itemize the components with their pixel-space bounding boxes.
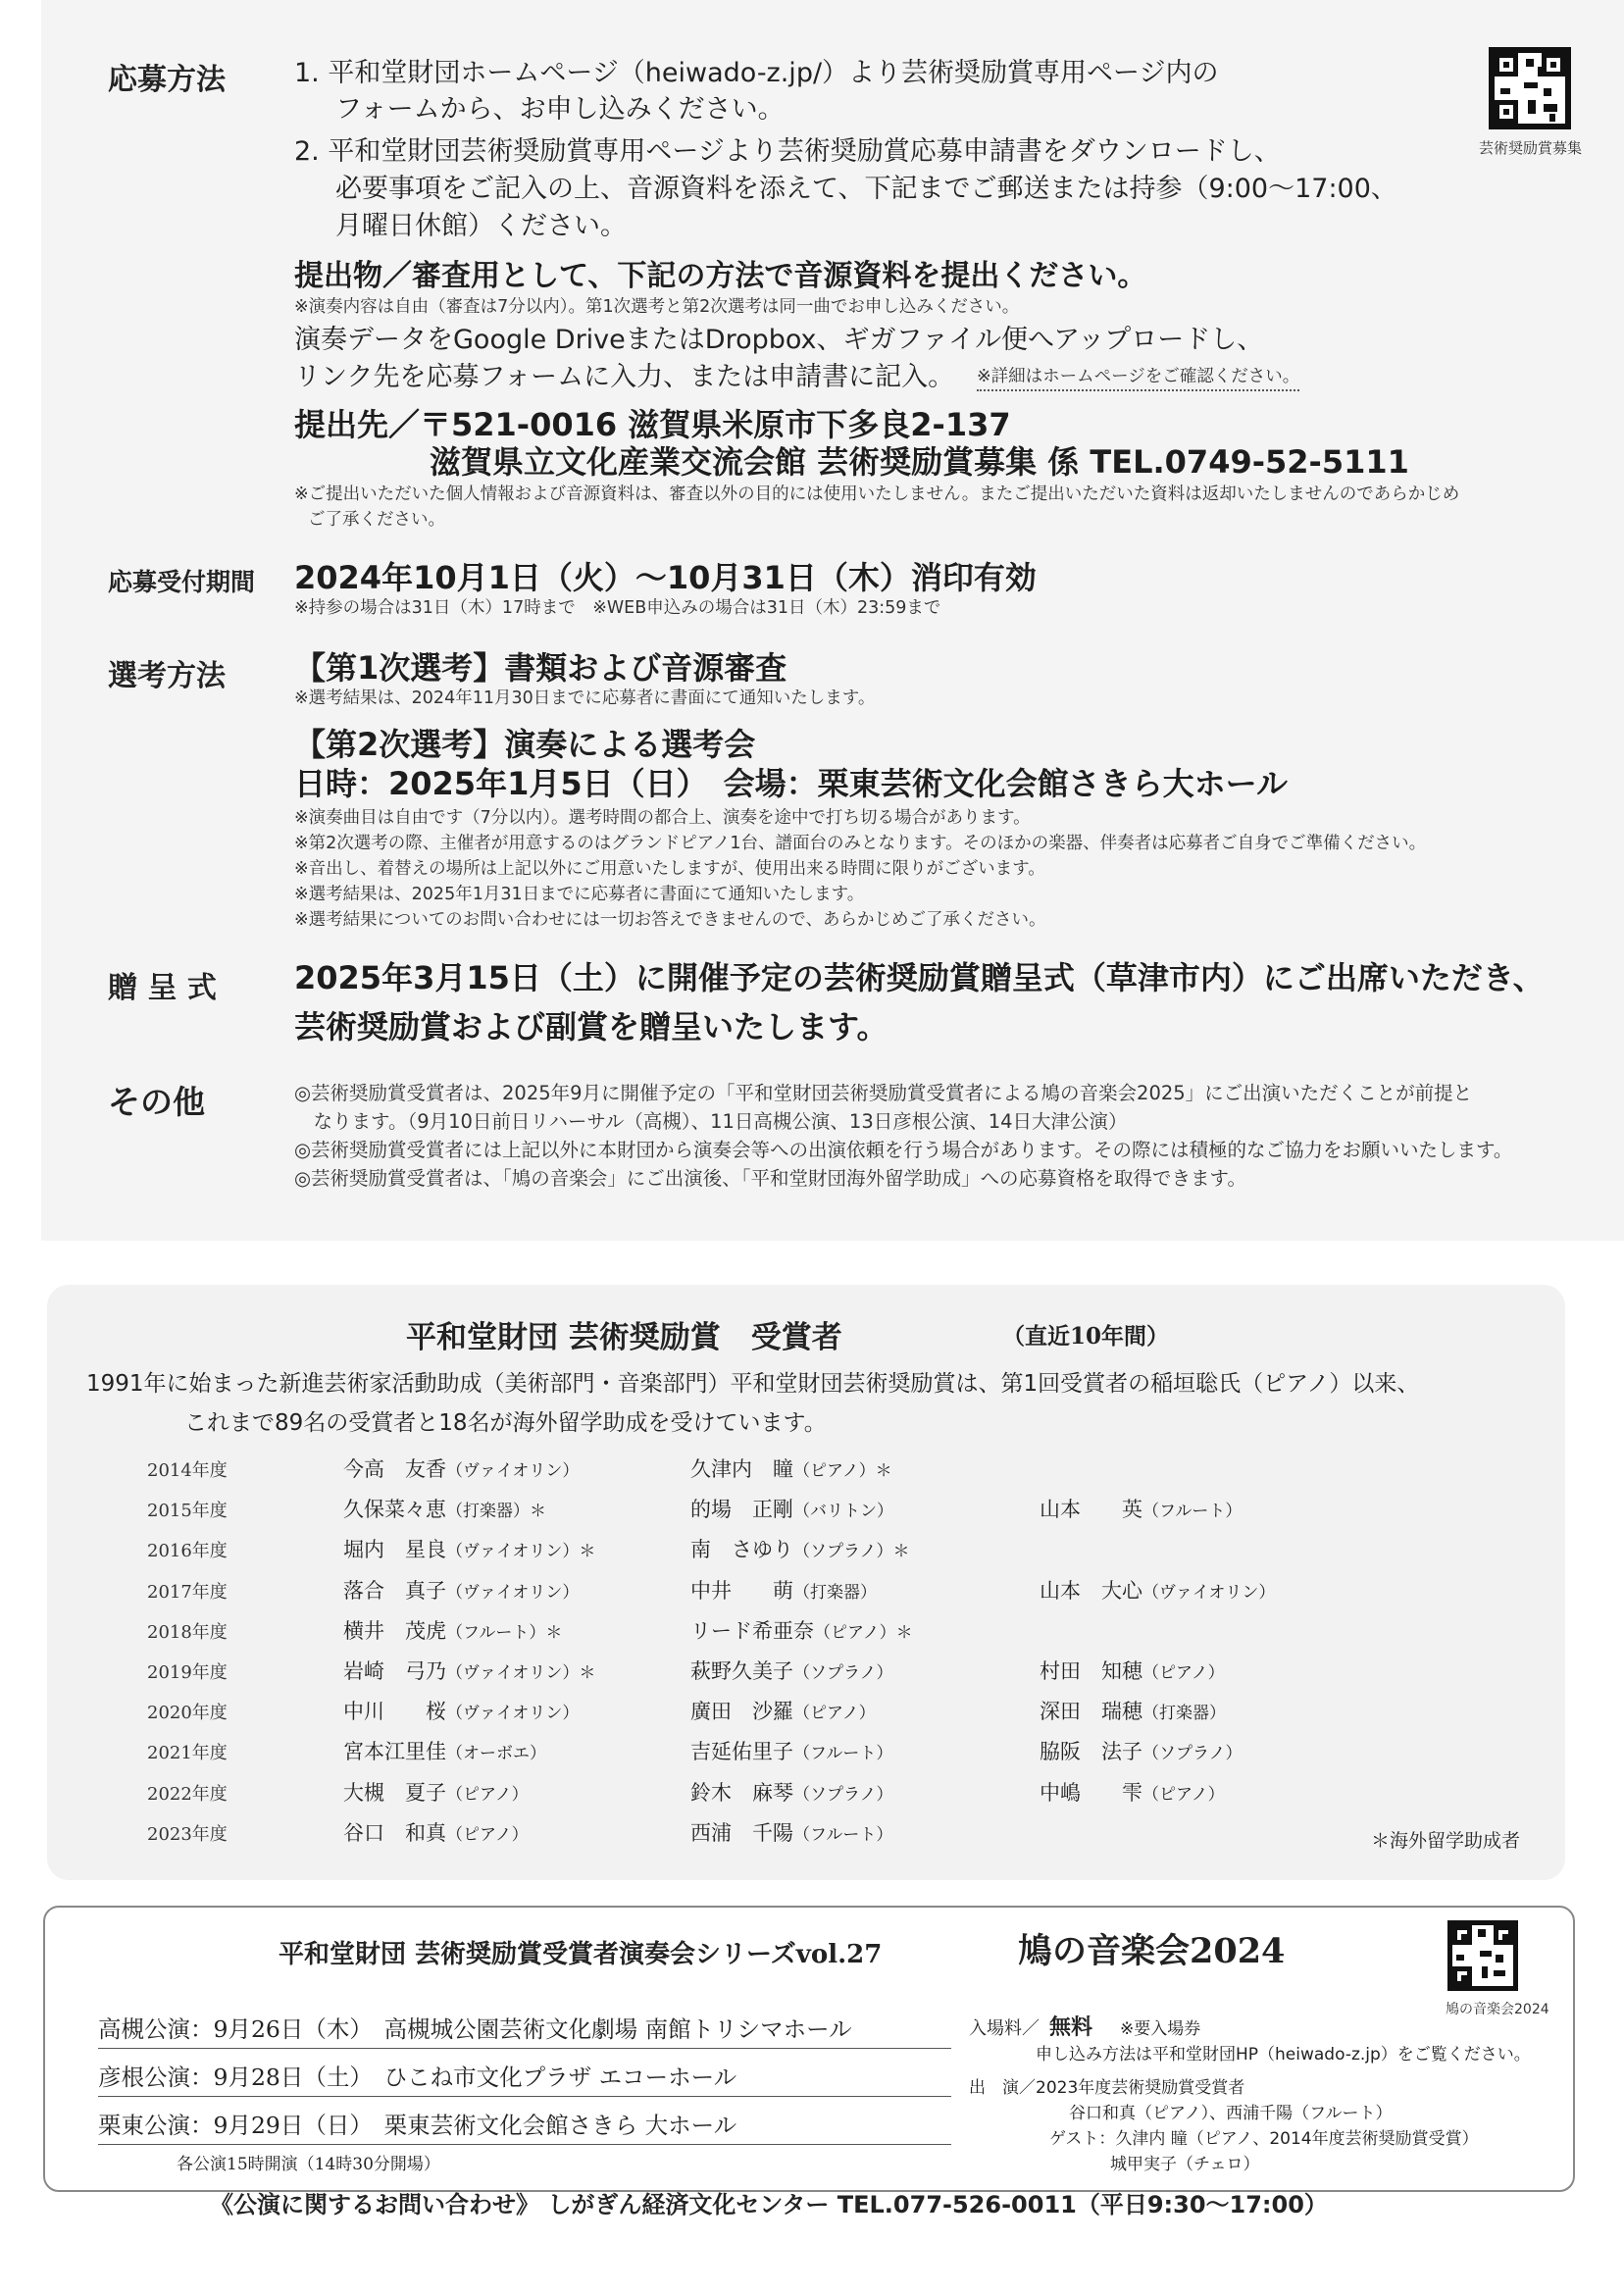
winner-name: 堀内 星良 [343,1538,446,1562]
winner-instrument: （ヴァイオリン）＊ [446,1663,596,1683]
winner-entry [1040,1696,1226,1725]
winner-name: 中井 萌 [690,1578,793,1603]
winner-instrument: （ピアノ） [446,1824,529,1845]
winner-instrument: （ピアノ） [793,1704,876,1724]
winner-name: 山本 大心 [1040,1578,1142,1603]
concert-title: 鳩の音楽会2024 [1018,1931,1286,1971]
privacy-line1: ※ご提出いただいた個人情報および音源資料は、審査以外の目的には使用いたしません。またご提出いただいた資料は返却いたしませんのであらかじめ [294,484,1460,504]
winner-instrument: （ピアノ） [446,1784,529,1805]
privacy-line2: ご了承ください。 [308,510,445,530]
selection-note: ※選考結果についてのお問い合わせには一切お答えできませんので、あらかじめご了承ください。 [294,910,1046,930]
winner-name: 中川 桜 [343,1700,446,1724]
winner-instrument: （ヴァイオリン） [446,1461,580,1481]
winner-entry [343,1534,595,1563]
selection-note: ※第2次選考の際、主催者が用意するのはグランドピアノ1台、譜面台のみとなります。そのほかの楽器、伴奏者は応募者ご自身でご準備ください。 [294,834,1427,853]
period-note: ※持参の場合は31日（木）17時まで ※WEB申込みの場合は31日（木）23:59まで [294,598,941,618]
destination-line1: 提出先／〒521-0016 滋賀県米原市下多良2-137 [294,406,1011,443]
winner-name: 吉延佑里子 [690,1740,793,1764]
winner-name: 南 さゆり [690,1538,793,1562]
winner-instrument: （ピアノ）＊ [793,1461,892,1481]
application-item2-line1: 2. 平和堂財団芸術奨励賞専用ページより芸術奨励賞応募申請書をダウンロードし、 [294,136,1281,167]
winner-instrument: （フルート） [793,1744,893,1764]
venue-row: 栗東公演：9月29日（日） 栗東芸術文化会館さきら 大ホール [98,2107,951,2145]
winner-entry [1040,1575,1275,1605]
winner-instrument: （ソプラノ）＊ [793,1542,910,1562]
winner-instrument: （ピアノ）＊ [814,1622,913,1643]
winner-name: 萩野久美子 [690,1659,793,1683]
winner-entry [690,1656,893,1685]
winner-year: 2017年度 [147,1581,228,1603]
other-line: ◎芸術奨励賞受賞者には上記以外に本財団から演奏会等への出演依頼を行う場合があります。その際には積極的なご協力をお願いいたします。 [294,1139,1513,1161]
application-item2-line3: 月曜日休館）ください。 [335,211,627,241]
admission-note: ※要入場券 [1120,2019,1201,2039]
winner-instrument: （ソプラノ） [793,1784,893,1805]
winners-intro-line2: これまで89名の受賞者と18名が海外留学助成を受けています。 [184,1410,827,1436]
winners-title: 平和堂財団 芸術奨励賞 受賞者 [406,1320,842,1355]
ceremony-line1: 2025年3月15日（土）に開催予定の芸術奨励賞贈呈式（草津市内）にご出席いただき、 [294,959,1545,996]
winner-name: 大槻 夏子 [343,1780,446,1805]
winner-entry [343,1494,546,1523]
upload-note: ※詳細はホームページをご確認ください。 [977,365,1299,391]
winner-name: 岩崎 弓乃 [343,1659,446,1683]
winner-name: 横井 茂虎 [343,1618,446,1643]
winner-instrument: （バリトン） [793,1502,893,1522]
winner-name: 廣田 沙羅 [690,1700,793,1724]
winner-instrument: （打楽器）＊ [446,1502,546,1522]
winner-name: 谷口 和真 [343,1820,446,1845]
winner-name: 落合 真子 [343,1578,446,1603]
winners-footnote: ＊海外留学助成者 [1371,1830,1521,1852]
winner-instrument: （フルート） [1142,1502,1243,1522]
winner-year: 2023年度 [147,1823,228,1845]
period-value: 2024年10月1日（火）〜10月31日（木）消印有効 [294,559,1037,596]
winner-instrument: （ソプラノ） [1142,1744,1243,1764]
winner-entry [343,1777,529,1807]
contact-line: 《公演に関するお問い合わせ》 しがぎん経済文化センター TEL.077-526-0011（平日9:30〜17:00） [210,2191,1328,2218]
qr-code-concert[interactable] [1447,1920,1518,1991]
selection-note: ※演奏曲目は自由です（7分以内）。選考時間の都合上、演奏を途中で打ち切る場合があります。 [294,808,1031,828]
winner-instrument: （ピアノ） [1142,1663,1225,1683]
admission-value: 無料 [1049,2015,1093,2040]
application-item2-line2: 必要事項をご記入の上、音源資料を添えて、下記までご郵送または持参（9:00〜17:00、 [335,174,1397,204]
application-item1-line2: フォームから、お申し込みください。 [335,94,785,125]
label-other: その他 [108,1083,205,1121]
winner-entry [690,1736,892,1765]
winner-entry [343,1696,579,1725]
second-selection-date: 日時：2025年1月5日（日） 会場：栗東芸術文化会館さきら大ホール [294,765,1288,802]
winner-name: 村田 知穂 [1040,1659,1142,1683]
winners-title-note: （直近10年間） [1002,1323,1170,1350]
winner-name: リード希亜奈 [690,1618,814,1643]
concert-start-note: 各公演15時開演（14時30分開場） [177,2155,440,2174]
winner-entry [343,1615,562,1645]
winner-name: 宮本江里佳 [343,1740,446,1764]
guest-line1: ゲスト：久津内 瞳（ピアノ、2014年度芸術奨励賞受賞） [1049,2129,1479,2149]
winner-entry [343,1656,595,1685]
winner-name: 鈴木 麻琴 [690,1780,793,1805]
upload-line1: 演奏データをGoogle DriveまたはDropbox、ギガファイル便へアップロードし、 [294,325,1264,355]
first-selection-heading: 【第1次選考】書類および音源審査 [294,649,787,687]
winner-instrument: （オーボエ） [446,1744,546,1764]
winner-year: 2022年度 [147,1783,228,1805]
winner-year: 2020年度 [147,1703,228,1724]
label-selection: 選考方法 [108,659,226,693]
winner-entry [1040,1656,1225,1685]
destination-line2: 滋賀県立文化産業交流会館 芸術奨励賞募集 係 TEL.0749-52-5111 [430,443,1409,481]
second-selection-heading: 【第2次選考】演奏による選考会 [294,726,756,763]
winner-entry [690,1817,892,1847]
label-application: 応募方法 [108,63,226,97]
other-line: ◎芸術奨励賞受賞者は、「鳩の音楽会」にご出演後、「平和堂財団海外留学助成」への応募資格を取得できます。 [294,1167,1246,1190]
ceremony-line2: 芸術奨励賞および副賞を贈呈いたします。 [294,1008,888,1045]
winner-instrument: （ヴァイオリン） [446,1704,580,1724]
winner-name: 西浦 千陽 [690,1820,793,1845]
winner-entry [1040,1777,1225,1807]
winner-instrument: （フルート） [793,1824,893,1845]
winner-entry [690,1494,893,1523]
winner-entry [343,1736,546,1765]
performers-names: 谷口和真（ピアノ）、西浦千陽（フルート） [1069,2104,1393,2123]
winner-name: 久津内 瞳 [690,1457,793,1481]
winner-instrument: （ヴァイオリン） [1142,1582,1276,1603]
winner-year: 2021年度 [147,1743,228,1764]
upload-line2: リンク先を応募フォームに入力、または申請書に記入。 [294,362,955,392]
concert-series: 平和堂財団 芸術奨励賞受賞者演奏会シリーズvol.27 [279,1940,883,1969]
submit-heading: 提出物／審査用として、下記の方法で音源資料を提出ください。 [294,259,1147,293]
label-ceremony: 贈 呈 式 [108,971,217,1005]
performers-label: 出 演／2023年度芸術奨励賞受賞者 [969,2078,1245,2098]
winner-year: 2014年度 [147,1460,228,1481]
winner-entry [690,1534,910,1563]
winner-instrument: （ソプラノ） [793,1663,893,1683]
winner-entry [1040,1736,1243,1765]
winner-name: 中嶋 雫 [1040,1780,1142,1805]
winner-entry [343,1817,529,1847]
winner-instrument: （ヴァイオリン） [446,1582,580,1603]
winner-year: 2019年度 [147,1662,228,1683]
guest-line2: 城甲実子（チェロ） [1110,2155,1260,2174]
submit-note: ※演奏内容は自由（審査は7分以内）。第1次選考と第2次選考は同一曲でお申し込みください。 [294,297,1020,317]
first-selection-note: ※選考結果は、2024年11月30日までに応募者に書面にて通知いたします。 [294,688,876,708]
winner-entry [690,1777,893,1807]
winner-entry [690,1615,913,1645]
winner-entry [690,1453,892,1483]
winner-instrument: （ヴァイオリン）＊ [446,1542,596,1562]
winner-entry [343,1575,579,1605]
selection-note: ※音出し、着替えの場所は上記以外にご用意いたしますが、使用出来る時間に限りがございます。 [294,859,1045,879]
winner-entry [1040,1494,1242,1523]
venue-row: 高槻公演：9月26日（木） 高槻城公園芸術文化劇場 南館トリシマホール [98,2011,951,2049]
qr-code-application[interactable] [1489,47,1571,129]
winner-instrument: （フルート）＊ [446,1622,563,1643]
other-line: なります。（9月10日前日リハーサル（高槻）、11日高槻公演、13日彦根公演、14日大津公演） [294,1110,1128,1133]
winner-year: 2018年度 [147,1621,228,1643]
winner-name: 久保菜々恵 [343,1498,446,1522]
winner-entry [690,1696,876,1725]
winner-entry [343,1453,579,1483]
label-period: 応募受付期間 [108,568,256,596]
winner-instrument: （打楽器） [793,1582,877,1603]
winner-year: 2016年度 [147,1541,228,1562]
other-line: ◎芸術奨励賞受賞者は、2025年9月に開催予定の「平和堂財団芸術奨励賞受賞者による鳩の音楽会2025」にご出演いただくことが前提と [294,1082,1473,1104]
qr-caption-concert: 鳩の音楽会2024 [1446,2002,1549,2017]
qr-caption-application: 芸術奨励賞募集 [1479,139,1583,157]
winner-name: 今高 友香 [343,1457,446,1481]
winner-name: 山本 英 [1040,1498,1142,1522]
winner-instrument: （打楽器） [1142,1704,1226,1724]
winners-intro-line1: 1991年に始まった新進芸術家活動助成（美術部門・音楽部門）平和堂財団芸術奨励賞は、第1回受賞者の稲垣聡氏（ピアノ）以来、 [86,1371,1420,1397]
winner-entry [690,1575,877,1605]
venue-row: 彦根公演：9月28日（土） ひこね市文化プラザ エコーホール [98,2059,951,2097]
selection-note: ※選考結果は、2025年1月31日までに応募者に書面にて通知いたします。 [294,885,865,904]
winner-instrument: （ピアノ） [1142,1784,1225,1805]
winner-name: 深田 瑞穂 [1040,1700,1142,1724]
winner-name: 的場 正剛 [690,1498,793,1522]
application-item1-line1: 1. 平和堂財団ホームページ（heiwado-z.jp/）より芸術奨励賞専用ページ内の [294,58,1219,88]
admission-label: 入場料／ [969,2018,1040,2039]
winner-name: 脇阪 法子 [1040,1740,1142,1764]
winner-year: 2015年度 [147,1501,228,1522]
apply-note: 申し込み方法は平和堂財団HP（heiwado-z.jp）をご覧ください。 [1036,2045,1531,2065]
